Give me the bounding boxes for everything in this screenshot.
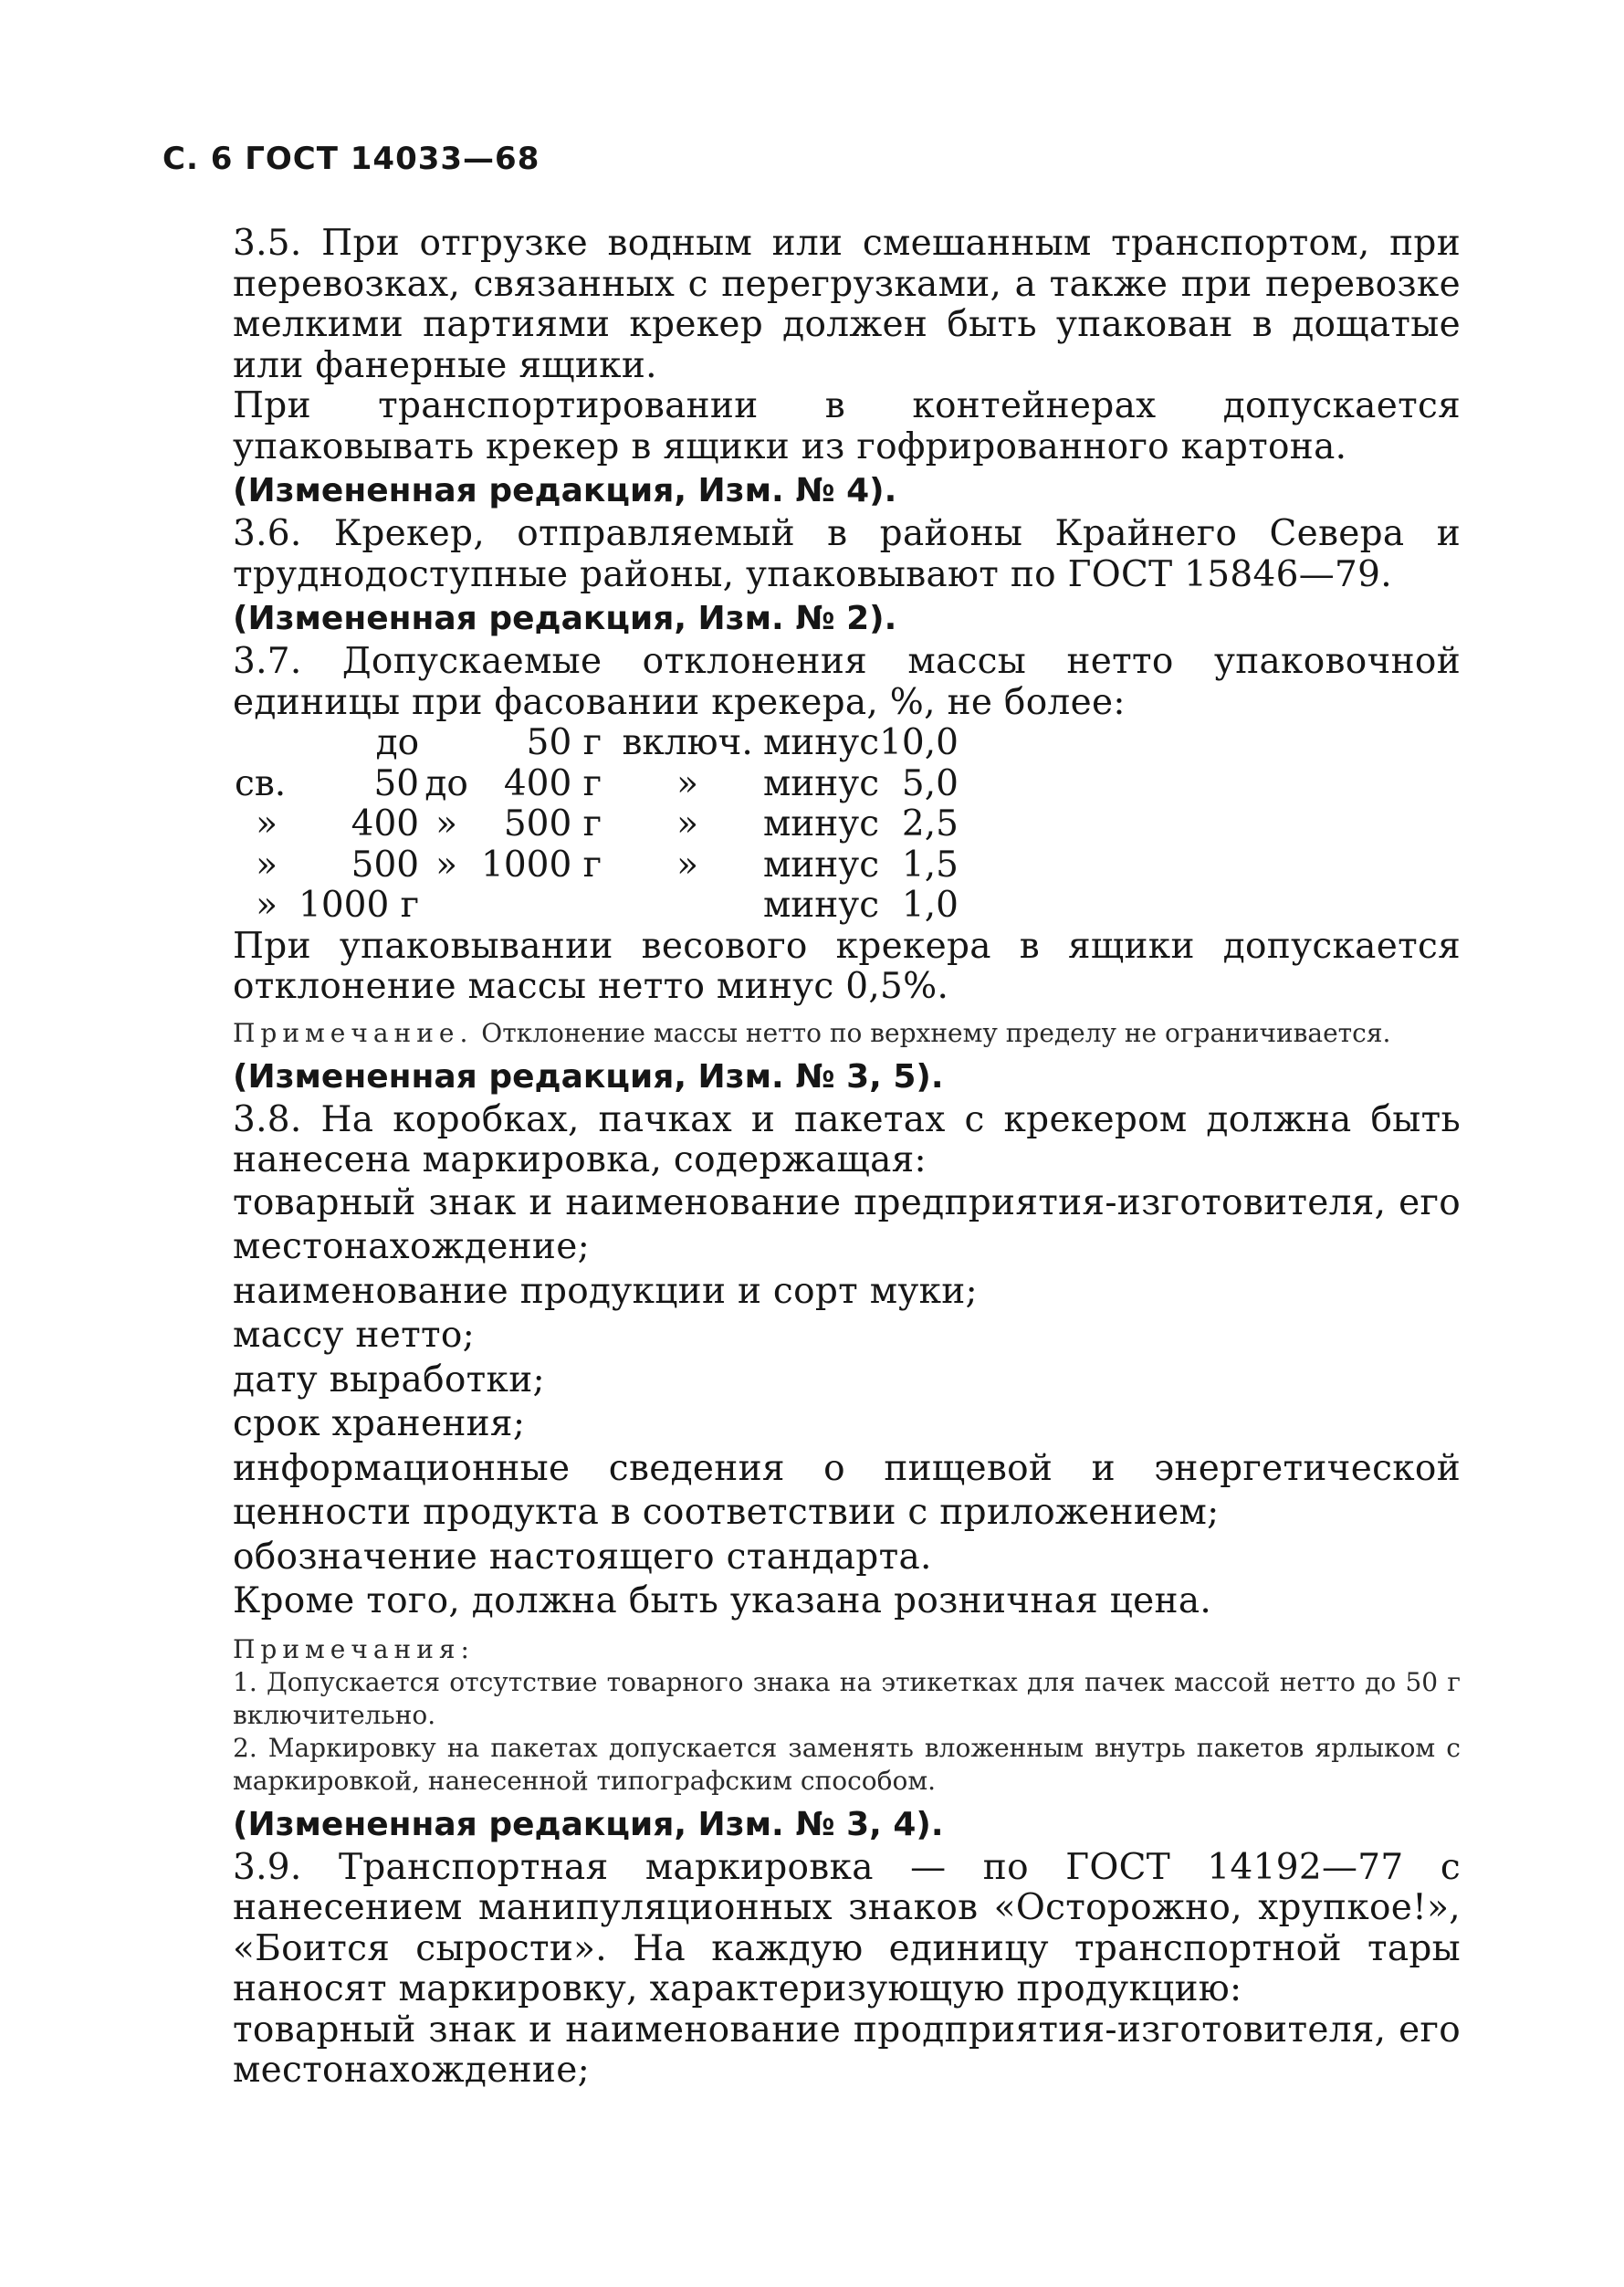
list-item: информационные сведения о пищевой и энергетической ценности продукта в соответствии с приложением;: [233, 1447, 1461, 1533]
table-row: св. 50 до 400 г » минус 5,0: [235, 762, 959, 804]
list-item: Кроме того, должна быть указана розничная цена.: [233, 1580, 1212, 1621]
note-text: Отклонение массы нетто по верхнему пределу не ограничивается.: [481, 1017, 1391, 1048]
note: 2. Маркировку на пакетах допускается заменять вложенным внутрь пакетов ярлыком с маркировкой, нанесенной типографским способом.: [233, 1732, 1461, 1796]
table-row: » 1000 г минус 1,0: [256, 885, 959, 926]
tolerance-table: [235, 723, 959, 927]
clause-3-7-paragraph-2: При упаковывании весового крекера в ящики допускается отклонение массы нетто минус 0,5%.: [233, 925, 1461, 1007]
list-item: срок хранения;: [233, 1403, 526, 1444]
list-item: товарный знак и наименование продприятия-изготовителя, его местонахождение;: [233, 2009, 1461, 2091]
notes-label: Примечания:: [233, 1633, 475, 1664]
clause-3-7: 3.7. Допускаемые отклонения массы нетто упаковочной единицы при фасовании крекера, %, не более:: [233, 641, 1461, 723]
list-item: дату выработки;: [233, 1359, 545, 1401]
note: [233, 1017, 1461, 1050]
clause-3-6: 3.6. Крекер, отправляемый в районы Крайнего Севера и труднодоступные районы, упаковывают по ГОСТ 15846—79.: [233, 513, 1461, 595]
amendment-note: (Измененная редакция, Изм. № 4).: [233, 472, 897, 509]
note: 1. Допускается отсутствие товарного знака на этикетках для пачек массой нетто до 50 г включительно.: [233, 1666, 1461, 1730]
list-item: обозначение настоящего стандарта.: [233, 1536, 932, 1578]
amendment-note: (Измененная редакция, Изм. № 3, 4).: [233, 1805, 944, 1843]
clause-3-5-paragraph-2: При транспортировании в контейнерах допускается упаковывать крекер в ящики из гофрированного картона.: [233, 385, 1461, 467]
table-row: » 400 » 500 г » минус 2,5: [256, 803, 959, 845]
list-item: наименование продукции и сорт муки;: [233, 1270, 978, 1312]
amendment-note: (Измененная редакция, Изм. № 3, 5).: [233, 1057, 944, 1096]
page-header: С. 6 ГОСТ 14033—68: [162, 141, 540, 177]
document-body: [233, 224, 1461, 2092]
table-row: до 50 г включ. минус 10,0: [375, 722, 959, 763]
amendment-note: (Измененная редакция, Изм. № 2).: [233, 600, 897, 637]
clause-3-8: 3.8. На коробках, пачках и пакетах с крекером должна быть нанесена маркировка, содержащая:: [233, 1098, 1461, 1180]
clause-3-9: 3.9. Транспортная маркировка — по ГОСТ 14192—77 с нанесением манипуляционных знаков «Осторожно, хрупкое!», «Боится сырости». На каждую единицу транспортной тары наносят маркировку, характеризующую продукцию:: [233, 1846, 1461, 2009]
table-row: » 500 » 1000 г » минус 1,5: [256, 844, 959, 886]
clause-3-5: 3.5. При отгрузке водным или смешанным транспортом, при перевозках, связанных с перегрузками, а также при перевозке мелкими партиями крекер должен быть упакован в дощатые или фанерные ящики.: [233, 223, 1461, 386]
note-label: Примечание.: [233, 1017, 474, 1048]
list-item: массу нетто;: [233, 1315, 476, 1356]
list-item: товарный знак и наименование предприятия-изготовителя, его местонахождение;: [233, 1181, 1461, 1267]
